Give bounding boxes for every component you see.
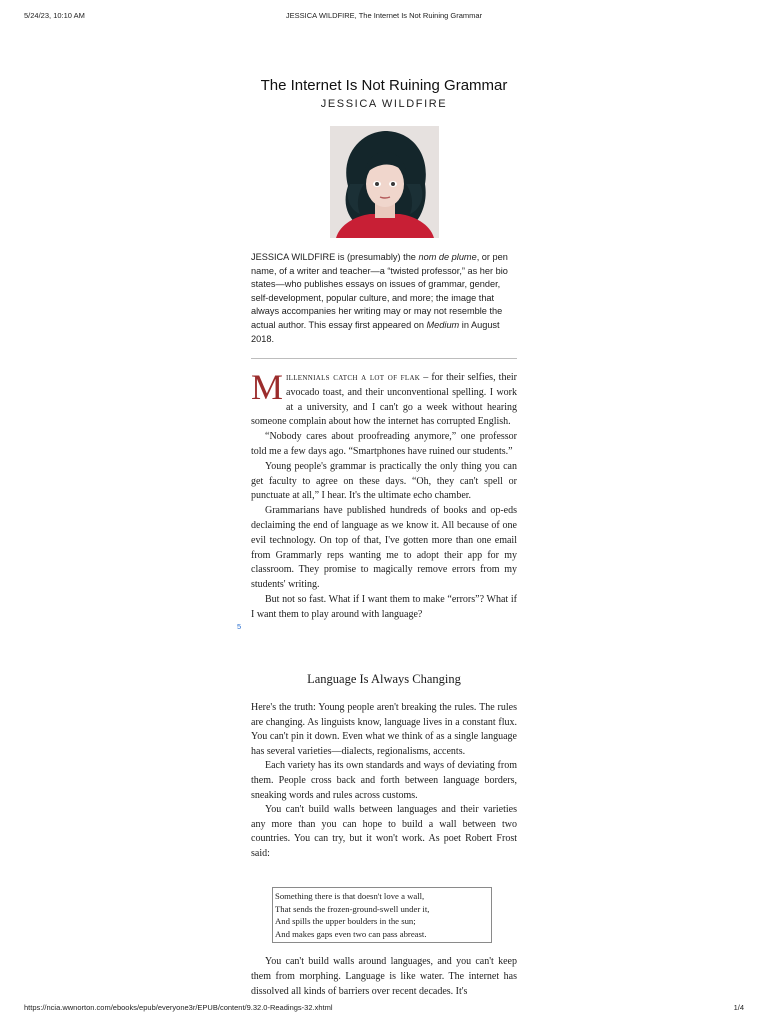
- section-paragraph-4: You can't build walls around languages, and you can't keep them from morphing. Language is like water. The internet has dissolved all kinds of barriers over recent decades. It's: [251, 956, 517, 997]
- paragraph-1: Millennials catch a lot of flak – for their selfies, their avocado toast, and their unconventional spelling. I work at a university, and I can't go a week without hearing someone complain about how the internet has corrupted English.: [251, 367, 517, 428]
- continuation-body: [251, 955, 517, 999]
- article-intro: [251, 367, 517, 623]
- author-portrait: [330, 126, 439, 238]
- paragraph-2: “Nobody cares about proofreading anymore,” one professor told me a few days ago. “Smartphones have ruined our students.”: [251, 431, 517, 457]
- print-title: JESSICA WILDFIRE, The Internet Is Not Ruining Grammar: [285, 11, 483, 20]
- paragraph-4: Grammarians have published hundreds of books and op-eds declaiming the end of language as we know it. All because of one evil technology. On top of that, I've gotten more than one email from Grammarly reps wanting me to adopt their app for my classroom. They promise to magically remove errors from my students' writing.: [251, 505, 517, 591]
- paragraph-5: But not so fast. What if I want them to make “errors”? What if I want them to play around with language?: [251, 593, 517, 620]
- section-paragraph-2: Each variety has its own standards and ways of deviating from them. People cross back and forth between language borders, sneaking words and rules across customs.: [251, 760, 517, 801]
- page-number: 1/4: [733, 1003, 744, 1012]
- section-paragraph-3: You can't build walls between languages and their varieties any more than you can hope to build a wall between two countries. You can try, but it won't work. As poet Robert Frost said:: [251, 804, 517, 859]
- article-title: The Internet Is Not Ruining Grammar: [260, 77, 508, 94]
- author-portrait-icon: [330, 126, 439, 238]
- poem-line: Something there is that doesn't love a wall,: [275, 891, 425, 901]
- author-bio: JESSICA WILDFIRE is (presumably) the nom de plume, or pen name, of a writer and teacher—a “twisted professor,” as her bio states—who publishes essays on issues of grammar, gender, self-development, popular culture, and more; the image that always accompanies her writing may or may not resemble the actual author. This essay first appeared on Medium in August 2018.: [251, 252, 508, 344]
- section-heading: Language Is Always Changing: [307, 672, 461, 686]
- bio-italic-term: nom de plume: [418, 252, 477, 262]
- drop-cap: M: [251, 367, 284, 407]
- bio-italic-publication: Medium: [426, 319, 460, 330]
- paragraph-3: Young people's grammar is practically the only thing you can get faculty to agree on these days. “Oh, they can't spell or punctuate at all,” I hear. It's the ultimate echo chamber.: [251, 460, 517, 502]
- poem-line: And makes gaps even two can pass abreast.: [275, 928, 427, 939]
- print-url: https://ncia.wwnorton.com/ebooks/epub/everyone3r/EPUB/content/9.32.0-Readings-32.xhtml: [24, 1003, 333, 1012]
- poem-quote: [272, 887, 492, 943]
- bio-divider: [251, 358, 517, 359]
- poem-line: That sends the frozen-ground-swell under it,: [275, 903, 430, 914]
- paragraph-number-marker: 5: [237, 622, 242, 631]
- section-body: [251, 701, 517, 862]
- lead-in: illennials catch a lot of flak: [286, 372, 421, 383]
- poem-line: And spills the upper boulders in the sun;: [275, 916, 416, 927]
- section-paragraph-1: Here's the truth: Young people aren't breaking the rules. The rules are changing. As linguists know, language lives in a constant flux. You can't pin it down. Even what we think of as a single language has several varieties—dialects, regionalisms, accents.: [251, 702, 517, 757]
- article-author: JESSICA WILDFIRE: [320, 98, 448, 110]
- print-datetime: 5/24/23, 10:10 AM: [24, 11, 85, 20]
